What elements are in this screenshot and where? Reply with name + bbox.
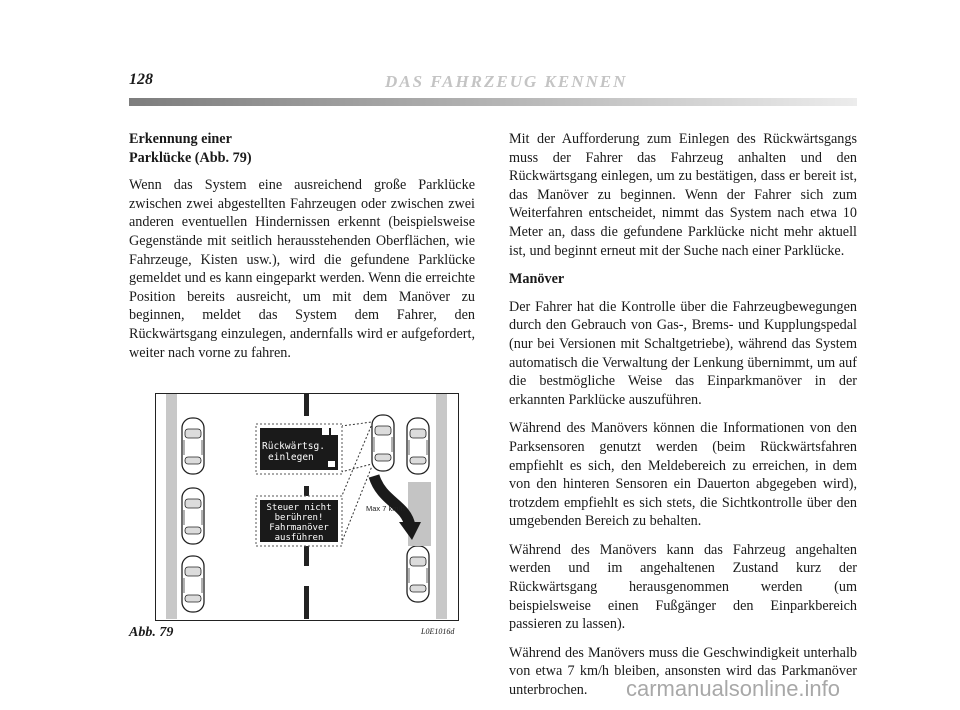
- right-column: [509, 130, 857, 710]
- display-icon: [331, 427, 338, 435]
- section-heading-manover: Manöver: [509, 271, 565, 288]
- display2-line1: Steuer nicht: [266, 503, 332, 513]
- display-icon: [328, 461, 335, 467]
- display1-line2: einlegen: [268, 452, 314, 463]
- speed-label: Max 7 km/h: [366, 504, 405, 513]
- heading-line-1: Erkennung einer: [129, 131, 232, 147]
- figure-code: L0E1016d: [421, 627, 455, 636]
- figure-caption: Abb. 79: [129, 625, 174, 640]
- parked-car: [182, 556, 204, 612]
- maneuver-arrow: [374, 476, 410, 526]
- display2-line3: Fahrmanöver: [269, 523, 329, 533]
- left-column: [129, 130, 475, 372]
- leader-lines: [341, 422, 372, 544]
- display1-line1: Rückwärtsg.: [262, 441, 325, 452]
- header-rule: [129, 98, 857, 106]
- paragraph: Während des Manövers muss die Geschwindigkeit unterhalb von etwa 7 km/h bleiben, ansonsten wird das Parkmanöver unterbrochen.: [509, 644, 857, 699]
- paragraph: Während des Manövers kann das Fahrzeug angehalten werden und im angehaltenen Zustand kurz der Rückwärtsgang herausgenommen werden (um beispielsweise einen Fußgänger den Einparkbereich passieren zu lassen).: [509, 541, 857, 633]
- display-icon: [322, 427, 329, 435]
- parked-car: [182, 418, 204, 474]
- moving-car: [372, 415, 394, 471]
- parked-car: [407, 418, 429, 474]
- right-curb: [436, 394, 447, 619]
- paragraph: Mit der Aufforderung zum Einlegen des Rückwärtsgangs muss der Fahrer das Fahrzeug anhalten und den Rückwärtsgang einlegen, um zu bestätigen, dass er bereit ist, das Manöver zu beginnen. Wenn der Fahrer sich zum Weiterfahren entscheidet, nimmt das System nach etwa 10 Meter an, dass die gefundene Parklücke nicht mehr aktuell ist, und beginnt erneut mit der Suche nach einer Parklücke.: [509, 131, 857, 259]
- parked-car: [182, 488, 204, 544]
- parking-illustration: [156, 394, 457, 619]
- page-number: 128: [129, 71, 153, 88]
- display2-line2: berühren!: [274, 513, 324, 523]
- section-heading-parklucke: [129, 130, 475, 167]
- heading-line-2: Parklücke (Abb. 79): [129, 149, 252, 166]
- paragraph: Der Fahrer hat die Kontrolle über die Fahrzeugbewegungen durch den Gebrauch von Gas-, Brems- und Kupplungspedal (nur bei Versionen mit Schaltgetriebe), während das System automatisch die Verwaltung der Lenkung übernimmt, um auf die bestmögliche Weise das Einparkmanöver in der erkannten Parklücke auszuführen.: [509, 298, 857, 408]
- display2-line4: ausführen: [274, 533, 324, 543]
- parked-car: [407, 546, 429, 602]
- paragraph: Wenn das System eine ausreichend große Parklücke zwischen zwei abgestellten Fahrzeugen oder zwischen zwei anderen eventuellen Hindernissen erkennt (beispielsweise Gegenstände mit seitlich herausstehenden Oberflächen, wie Fahrzeuge, Kisten usw.), wird die gefundene Parklücke gemeldet und es kann eingeparkt werden. Wenn die erreichte Position bereits ausreicht, um mit dem Manöver zu beginnen, meldet das System dem Fahrer, den Rückwärtsgang einzulegen, andernfalls wird er aufgefordert, weiter nach vorne zu fahren.: [129, 177, 475, 361]
- figure-parking-diagram: [155, 393, 459, 621]
- running-title: DAS FAHRZEUG KENNEN: [385, 72, 628, 91]
- left-curb: [166, 394, 177, 619]
- watermark: carmanualsonline.info: [626, 676, 841, 701]
- paragraph: Während des Manövers können die Informationen von den Parksensoren genutzt werden (beim Rückwärtsfahren empfiehlt es sich, den Meldebereich zu erreichen, in dem von den hinteren Sensoren ein Dauerton abgegeben wird), trotzdem empfiehlt es sich stets, die Sichtkontrolle über den umgebenden Bereich zu behalten.: [509, 420, 857, 530]
